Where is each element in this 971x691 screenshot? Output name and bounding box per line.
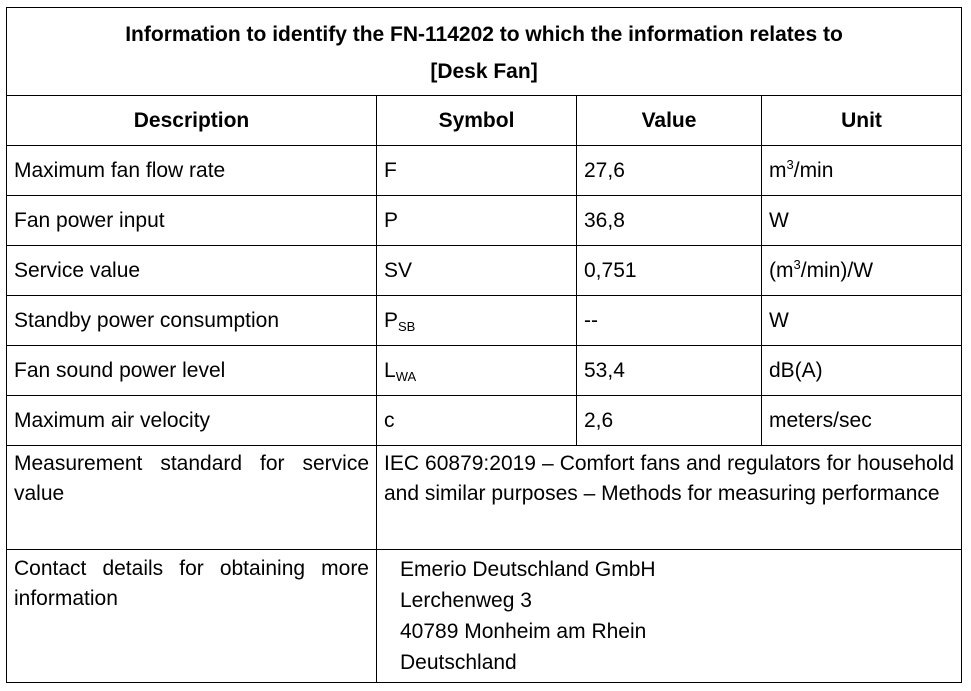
row-symbol: c <box>377 396 577 446</box>
row-description: Maximum fan flow rate <box>7 146 377 196</box>
row-value: 53,4 <box>577 346 762 396</box>
table-row-sound-power <box>7 346 962 396</box>
row-unit: dB(A) <box>762 346 962 396</box>
row-unit: meters/sec <box>762 396 962 446</box>
column-header-unit: Unit <box>762 96 962 146</box>
row-unit: $m^3/\min$ <box>762 146 962 196</box>
table-row-service-value <box>7 246 962 296</box>
row-description: Maximum air velocity <box>7 396 377 446</box>
row-symbol: SV <box>377 246 577 296</box>
title-line-2: [Desk Fan] <box>430 59 538 83</box>
row-symbol: F <box>377 146 577 196</box>
table-row-power-input <box>7 196 962 246</box>
row-symbol: P <box>377 196 577 246</box>
table-row-measurement-standard <box>7 446 962 550</box>
row-value: -- <box>577 296 762 346</box>
row-value: 27,6 <box>577 146 762 196</box>
product-information-table <box>6 7 962 683</box>
contact-street: Lerchenweg 3 <box>400 589 532 612</box>
measurement-standard-text: IEC 60879:2019 – Comfort fans and regulators for household and similar purposes – Methods for measuring performance <box>377 446 962 550</box>
row-description: Service value <box>7 246 377 296</box>
row-value: 0,751 <box>577 246 762 296</box>
measurement-label: Measurement standard for service value <box>7 446 377 550</box>
row-symbol: $L_{WA}$ <box>377 346 577 396</box>
row-description: Standby power consumption <box>7 296 377 346</box>
row-unit: $(m^3/\min)/W$ <box>762 246 962 296</box>
column-header-value: Value <box>577 96 762 146</box>
column-header-symbol: Symbol <box>377 96 577 146</box>
title-line-1: Information to identify the FN-114202 to which the information relates to <box>125 22 843 46</box>
row-unit: W <box>762 296 962 346</box>
contact-label: Contact details for obtaining more information <box>7 550 377 683</box>
contact-country: Deutschland <box>400 651 517 674</box>
row-value: 36,8 <box>577 196 762 246</box>
contact-details <box>377 550 962 683</box>
table-row-standby-power <box>7 296 962 346</box>
row-value: 2,6 <box>577 396 762 446</box>
table-row-contact-details <box>7 550 962 683</box>
header-row <box>7 96 962 146</box>
row-symbol: $P_{SB}$ <box>377 296 577 346</box>
table-title <box>7 8 962 96</box>
row-description: Fan power input <box>7 196 377 246</box>
table-row-air-velocity <box>7 396 962 446</box>
row-unit: W <box>762 196 962 246</box>
column-header-description: Description <box>7 96 377 146</box>
row-description: Fan sound power level <box>7 346 377 396</box>
contact-company: Emerio Deutschland GmbH <box>400 558 656 581</box>
contact-city: 40789 Monheim am Rhein <box>400 620 647 643</box>
title-row <box>7 8 962 96</box>
table-row-max-flow-rate <box>7 146 962 196</box>
